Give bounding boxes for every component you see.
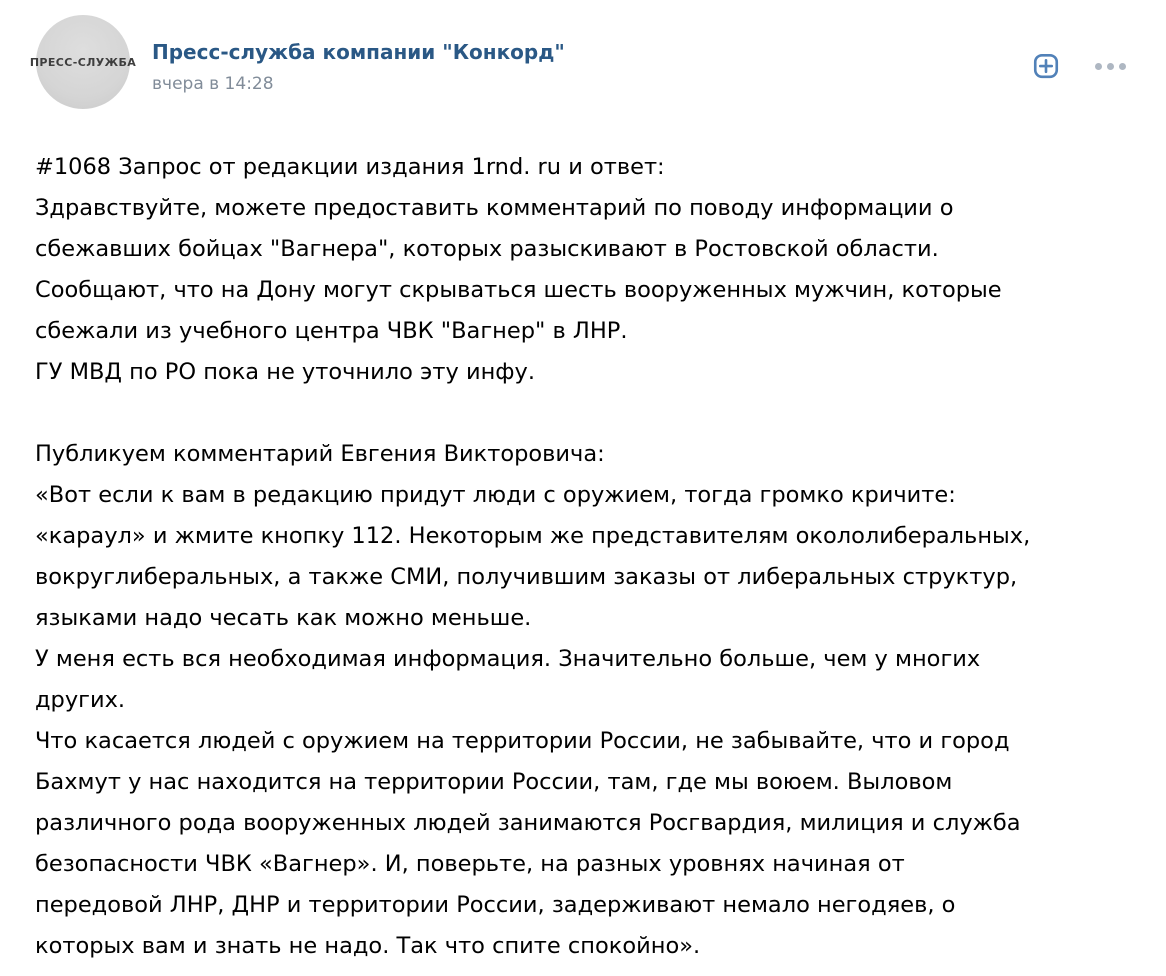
post-line: вокруглиберальных, а также СМИ, получившим заказы от либеральных структур, (35, 564, 1018, 590)
post-line: Здравствуйте, можете предоставить комментарий по поводу информации о (35, 195, 954, 221)
post-line: Публикуем комментарий Евгения Викторовича: (35, 441, 605, 467)
post-line: языками надо чесать как можно меньше. (35, 605, 532, 631)
post-line: сбежавших бойцах "Вагнера", которых разыскивают в Ростовской области. (35, 236, 939, 262)
post-line: #1068 Запрос от редакции издания 1rnd. ru и ответ: (35, 154, 665, 180)
post-author-link[interactable]: Пресс-служба компании "Конкорд" (152, 40, 565, 64)
post-line: сбежали из учебного центра ЧВК "Вагнер" в ЛНР. (35, 318, 628, 344)
post-line: «Вот если к вам в редакцию придут люди с оружием, тогда громко кричите: (35, 482, 956, 508)
post-line: Что касается людей с оружием на территории России, не забывайте, что и город (35, 728, 1010, 754)
post-line: У меня есть вся необходимая информация. Значительно больше, чем у многих (35, 646, 981, 672)
avatar-label: ПРЕСС-СЛУЖБА (29, 55, 137, 69)
post-line: «караул» и жмите кнопку 112. Некоторым же представителям окололиберальных, (35, 523, 1031, 549)
post-timestamp[interactable]: вчера в 14:28 (152, 74, 274, 94)
post-line: других. (35, 687, 126, 713)
post-line: Бахмут у нас находится на территории России, там, где мы воюем. Выловом (35, 769, 953, 795)
post-header-actions (1031, 51, 1126, 81)
avatar[interactable] (29, 15, 137, 109)
post-line: безопасности ЧВК «Вагнер». И, поверьте, на разных уровнях начиная от (35, 851, 905, 877)
more-actions-button[interactable] (1095, 59, 1126, 74)
plus-icon (1031, 51, 1061, 81)
post-line: ГУ МВД по РО пока не уточнило эту инфу. (35, 359, 536, 385)
post-line: передовой ЛНР, ДНР и территории России, задерживают немало негодяев, о (35, 892, 956, 918)
post-line: которых вам и знать не надо. Так что спите спокойно». (35, 933, 701, 959)
ellipsis-icon (1095, 63, 1102, 70)
subscribe-button[interactable] (1031, 51, 1061, 81)
post-text (35, 147, 1147, 967)
post-line: Сообщают, что на Дону могут скрываться шесть вооруженных мужчин, которые (35, 277, 1002, 303)
post-line (35, 393, 1147, 434)
post-line: различного рода вооруженных людей занимаются Росгвардия, милиция и служба (35, 810, 1021, 836)
